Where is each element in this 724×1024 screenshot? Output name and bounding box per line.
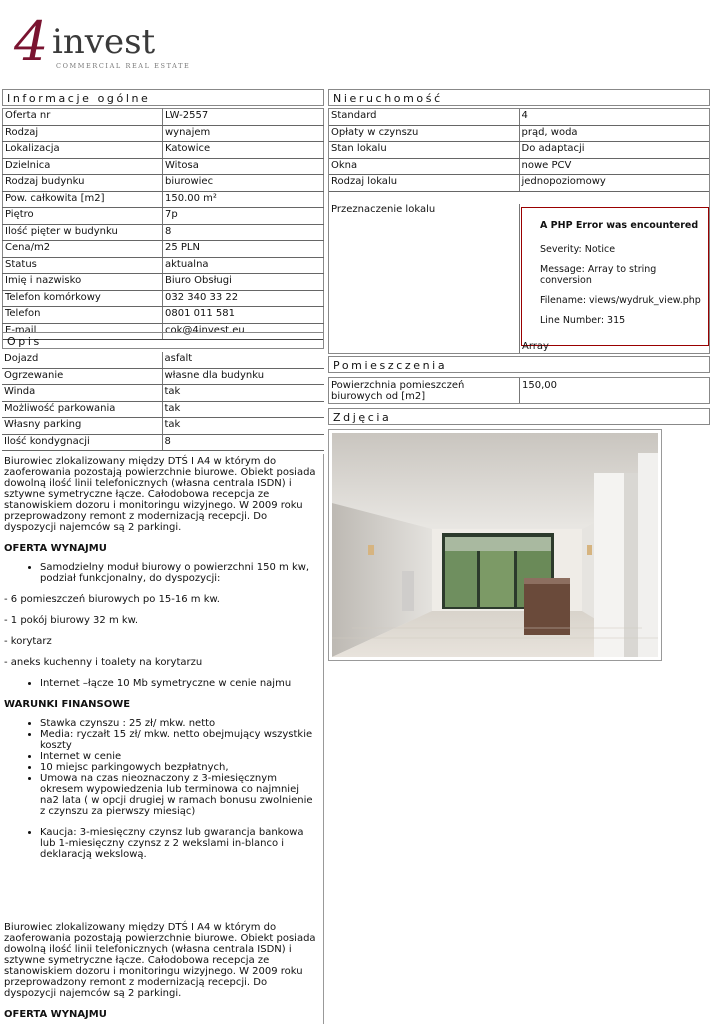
- offer-line-2: - 1 pokój biurowy 32 m kw.: [4, 615, 139, 626]
- general-info-table: [2, 108, 324, 340]
- rooms-box: [328, 377, 710, 404]
- opis-label: Możliwość parkowania: [2, 401, 162, 418]
- opis-label: Ogrzewanie: [2, 368, 162, 385]
- property-value: prąd, woda: [519, 125, 709, 142]
- opis-row: [2, 401, 324, 418]
- offer-line-1: - 6 pomieszczeń biurowych po 15-16 m kw.: [4, 594, 220, 605]
- property-label: Rodzaj lokalu: [329, 175, 519, 192]
- offer-line-4: - aneks kuchenny i toalety na korytarzu: [4, 657, 203, 668]
- property-value: jednopoziomowy: [519, 175, 709, 192]
- property-row: [329, 158, 709, 175]
- general-value: aktualna: [163, 257, 324, 274]
- opis-value: tak: [162, 401, 324, 418]
- general-label: Status: [3, 257, 163, 274]
- internet-bullet: • Internet –łącze 10 Mb symetryczne w cenie najmu: [40, 678, 320, 689]
- general-label: Ilość pięter w budynku: [3, 224, 163, 241]
- description-header: Opis: [2, 332, 324, 349]
- general-row: [3, 257, 324, 274]
- property-label: Stan lokalu: [329, 142, 519, 159]
- general-value: wynajem: [163, 125, 324, 142]
- logo-tagline: COMMERCIAL REAL ESTATE: [56, 62, 191, 70]
- general-row: [3, 158, 324, 175]
- property-label: Opłaty w czynszu: [329, 125, 519, 142]
- general-row: [3, 175, 324, 192]
- purpose-divider: [519, 204, 520, 353]
- php-error-severity: Severity: Notice: [540, 244, 616, 255]
- opis-label: Dojazd: [2, 352, 162, 368]
- opis-value: tak: [162, 418, 324, 435]
- property-box: [328, 108, 710, 354]
- property-table: [329, 109, 709, 192]
- opis-row: [2, 352, 324, 368]
- property-value: Do adaptacji: [519, 142, 709, 159]
- purpose-label: Przeznaczenie lokalu: [331, 204, 436, 215]
- opis-row: [2, 368, 324, 385]
- offer-heading-repeat: OFERTA WYNAJMU: [4, 1009, 107, 1020]
- general-value: 032 340 33 22: [163, 290, 324, 307]
- opis-row: [2, 385, 324, 402]
- general-value: 0801 011 581: [163, 307, 324, 324]
- offer-heading: OFERTA WYNAJMU: [4, 543, 107, 554]
- general-row: [3, 274, 324, 291]
- general-label: Imię i nazwisko: [3, 274, 163, 291]
- php-error-filename: Filename: views/wydruk_view.php: [540, 295, 701, 306]
- offer-line-3: - korytarz: [4, 636, 52, 647]
- general-value: Biuro Obsługi: [163, 274, 324, 291]
- general-value: 150.00 m²: [163, 191, 324, 208]
- general-value: LW-2557: [163, 109, 324, 126]
- property-photo[interactable]: [332, 433, 658, 657]
- purpose-value: Array: [522, 341, 549, 352]
- logo-word: invest: [52, 22, 156, 62]
- general-label: Pow. całkowita [m2]: [3, 191, 163, 208]
- general-value: 25 PLN: [163, 241, 324, 258]
- php-error-box: [521, 207, 709, 346]
- general-label: Cena/m2: [3, 241, 163, 258]
- description-intro: Biurowiec zlokalizowany między DTŚ I A4 w którym do zaoferowania pozostają powierzchnie biurowe. Obiekt posiada dowolną ilość linii telefonicznych (własna centrala ISDN) i sztywne symetryczne łącze. Całodobowa recepcja ze stanowiskiem dozoru i monitoringu wizyjnego. W 2009 roku przeprowadzony remont z modernizacją recepcji. Do dyspozycji najemców są 2 parkingi.: [4, 456, 316, 533]
- php-error-message: Message: Array to string conversion: [540, 264, 657, 286]
- general-label: Oferta nr: [3, 109, 163, 126]
- description-text: [2, 454, 324, 1024]
- finance-item: • Umowa na czas nieoznaczony z 3-miesięcznym okresem wypowiedzenia lub terminowa co najmniej na2 lata ( w opcji drugiej w ramach bonusu zwolnienie z czynszu za pierwszy miesiąc): [40, 773, 320, 817]
- description-intro-repeat: Biurowiec zlokalizowany między DTŚ I A4 w którym do zaoferowania pozostają powierzchnie biurowe. Obiekt posiada dowolną ilość linii telefonicznych (własna centrala ISDN) i sztywne symetryczne łącze. Całodobowa recepcja ze stanowiskiem dozoru i monitoringu wizyjnego. W 2009 roku przeprowadzony remont z modernizacją recepcji. Do dyspozycji najemców są 2 parkingi.: [4, 922, 316, 999]
- property-header: Nieruchomość: [328, 89, 710, 106]
- general-info-header: Informacje ogólne: [2, 89, 324, 106]
- finance-item: • Media: ryczałt 15 zł/ mkw. netto obejmujący wszystkie koszty: [40, 729, 320, 751]
- rooms-section: [328, 356, 710, 404]
- opis-label: Winda: [2, 385, 162, 402]
- general-row: [3, 224, 324, 241]
- property-value: nowe PCV: [519, 158, 709, 175]
- general-row: [3, 125, 324, 142]
- opis-row: [2, 434, 324, 451]
- opis-value: tak: [162, 385, 324, 402]
- opis-value: własne dla budynku: [162, 368, 324, 385]
- property-label: Okna: [329, 158, 519, 175]
- property-label: Standard: [329, 109, 519, 125]
- general-label: Rodzaj: [3, 125, 163, 142]
- general-value: Katowice: [163, 142, 324, 159]
- property-value: 4: [519, 109, 709, 125]
- finance-item: • Internet w cenie: [40, 751, 320, 762]
- opis-value: 8: [162, 434, 324, 451]
- opis-label: Ilość kondygnacji: [2, 434, 162, 451]
- rooms-header: Pomieszczenia: [328, 356, 710, 373]
- property-photo-frame[interactable]: [328, 429, 662, 661]
- general-value: 7p: [163, 208, 324, 225]
- property-row: [329, 109, 709, 125]
- offer-bullet: • Samodzielny moduł biurowy o powierzchni 150 m kw, podział funkcjonalny, do dyspozycji:: [40, 562, 320, 584]
- finance-heading: WARUNKI FINANSOWE: [4, 699, 131, 710]
- general-label: Telefon: [3, 307, 163, 324]
- description-table: [2, 352, 324, 451]
- deposit-bullet: • Kaucja: 3-miesięczny czynsz lub gwarancja bankowa lub 1-miesięczny czynsz z 2 wekslami in-blanco i deklaracją wekslową.: [40, 827, 320, 860]
- rooms-divider: [519, 378, 520, 403]
- general-info-section: [2, 89, 324, 340]
- php-error-line: Line Number: 315: [540, 315, 626, 326]
- property-row: [329, 175, 709, 192]
- finance-list: [4, 718, 320, 817]
- property-section: [328, 89, 710, 354]
- rooms-label: Powierzchnia pomieszczeń biurowych od [m2]: [331, 380, 465, 402]
- general-label: Lokalizacja: [3, 142, 163, 159]
- logo-number: 4: [14, 10, 49, 73]
- general-label: Piętro: [3, 208, 163, 225]
- general-row: [3, 109, 324, 126]
- property-row: [329, 142, 709, 159]
- general-label: Telefon komórkowy: [3, 290, 163, 307]
- general-label: E-mail: [3, 323, 163, 340]
- general-value[interactable]: cok@4invest.eu: [163, 323, 324, 340]
- general-row: [3, 208, 324, 225]
- opis-value: asfalt: [162, 352, 324, 368]
- php-error-title: A PHP Error was encountered: [540, 220, 699, 231]
- general-value: Witosa: [163, 158, 324, 175]
- general-label: Rodzaj budynku: [3, 175, 163, 192]
- description-section: [2, 332, 324, 451]
- finance-item: • Stawka czynszu : 25 zł/ mkw. netto: [40, 718, 320, 729]
- general-row: [3, 307, 324, 324]
- property-row: [329, 125, 709, 142]
- general-row: [3, 142, 324, 159]
- photos-header: Zdjęcia: [328, 408, 710, 425]
- general-row: [3, 241, 324, 258]
- general-value: biurowiec: [163, 175, 324, 192]
- finance-item: • 10 miejsc parkingowych bezpłatnych,: [40, 762, 320, 773]
- company-logo: [14, 10, 194, 78]
- general-row: [3, 191, 324, 208]
- photos-section: [328, 408, 710, 425]
- opis-label: Własny parking: [2, 418, 162, 435]
- general-label: Dzielnica: [3, 158, 163, 175]
- general-value: 8: [163, 224, 324, 241]
- rooms-value: 150,00: [522, 380, 557, 391]
- opis-row: [2, 418, 324, 435]
- general-row: [3, 290, 324, 307]
